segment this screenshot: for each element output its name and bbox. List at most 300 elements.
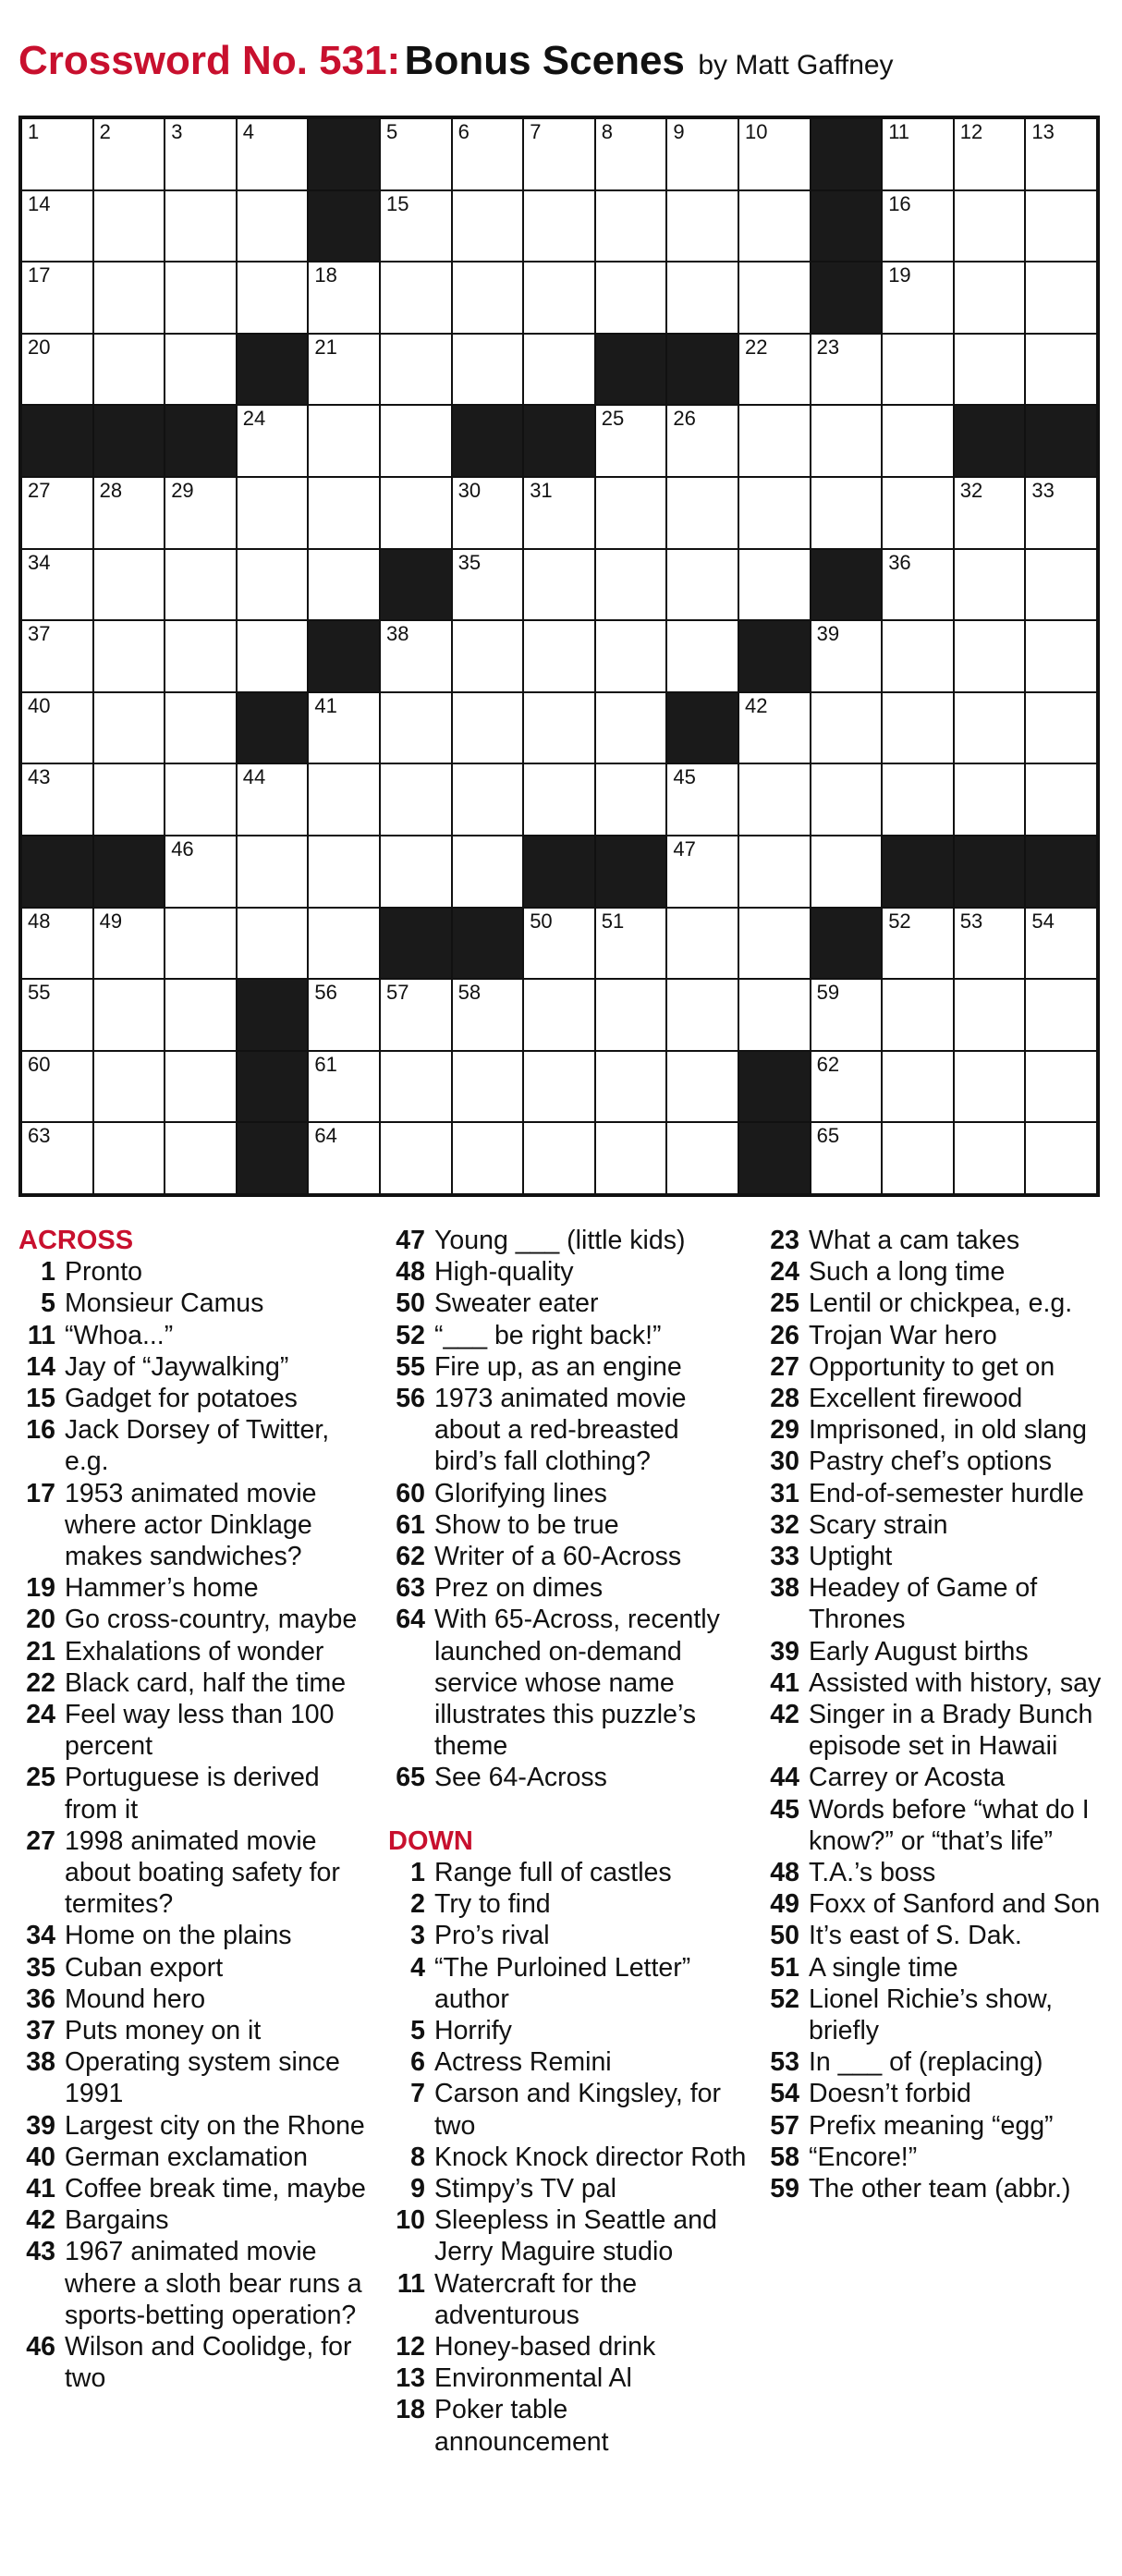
- grid-cell[interactable]: [381, 693, 451, 763]
- grid-cell[interactable]: [667, 478, 738, 548]
- down-clue[interactable]: [762, 2078, 1109, 2109]
- grid-cell[interactable]: [453, 1052, 523, 1122]
- down-clue[interactable]: [762, 1478, 1109, 1509]
- grid-cell[interactable]: [739, 335, 810, 405]
- grid-cell[interactable]: [955, 478, 1025, 548]
- across-clue[interactable]: [18, 2236, 379, 2331]
- grid-cell[interactable]: [667, 836, 738, 907]
- across-clue[interactable]: [18, 1699, 379, 1762]
- grid-cell[interactable]: [94, 478, 165, 548]
- grid-cell[interactable]: [165, 478, 236, 548]
- grid-cell[interactable]: [667, 406, 738, 476]
- down-clue[interactable]: [388, 2331, 749, 2362]
- grid-cell[interactable]: [667, 262, 738, 333]
- grid-cell[interactable]: [165, 909, 236, 979]
- clue-number: 50: [770, 1921, 799, 1951]
- grid-cell[interactable]: [165, 764, 236, 835]
- grid-cell[interactable]: [955, 335, 1025, 405]
- across-clue[interactable]: [388, 1604, 749, 1762]
- grid-cell[interactable]: [1026, 909, 1096, 979]
- grid-cell[interactable]: [453, 119, 523, 189]
- grid-cell[interactable]: [1026, 980, 1096, 1050]
- grid-cell[interactable]: [94, 1123, 165, 1193]
- clue-text: Fire up, as an engine: [434, 1351, 682, 1382]
- across-clue[interactable]: [388, 1509, 749, 1541]
- clue-text: Watercraft for the adventurous: [434, 2268, 638, 2330]
- down-clue[interactable]: [762, 2046, 1109, 2078]
- across-clue[interactable]: [388, 1572, 749, 1604]
- black-square: [22, 836, 92, 907]
- grid-cell[interactable]: [883, 909, 953, 979]
- grid-cell[interactable]: [811, 1123, 882, 1193]
- grid-cell[interactable]: [883, 119, 953, 189]
- across-clue[interactable]: [18, 1984, 379, 2015]
- clue-column-3: [762, 1225, 1109, 2204]
- grid-cell[interactable]: [883, 406, 953, 476]
- grid-cell[interactable]: [1026, 1123, 1096, 1193]
- grid-cell[interactable]: [1026, 550, 1096, 620]
- grid-cell[interactable]: [667, 980, 738, 1050]
- grid-cell[interactable]: [22, 764, 92, 835]
- cell-number: 3: [171, 120, 183, 143]
- grid-cell[interactable]: [94, 191, 165, 262]
- cell-number: 58: [457, 981, 482, 1005]
- black-square: [667, 335, 738, 405]
- black-square: [309, 119, 379, 189]
- down-clue[interactable]: [762, 1572, 1109, 1635]
- grid-cell[interactable]: [453, 693, 523, 763]
- grid-cell[interactable]: [883, 693, 953, 763]
- grid-cell[interactable]: [955, 909, 1025, 979]
- grid-cell[interactable]: [1026, 1052, 1096, 1122]
- grid-cell[interactable]: [1026, 764, 1096, 835]
- across-clue[interactable]: [18, 2173, 379, 2204]
- grid-cell[interactable]: [811, 1052, 882, 1122]
- across-clue[interactable]: [18, 2110, 379, 2142]
- clue-number: 25: [26, 1763, 55, 1793]
- grid-cell[interactable]: [739, 550, 810, 620]
- black-square: [524, 836, 594, 907]
- grid-cell[interactable]: [524, 909, 594, 979]
- down-clue[interactable]: [388, 1888, 749, 1920]
- down-clue[interactable]: [762, 1857, 1109, 1888]
- down-clue[interactable]: [388, 2268, 749, 2331]
- grid-cell[interactable]: [667, 191, 738, 262]
- grid-cell[interactable]: [453, 764, 523, 835]
- grid-cell[interactable]: [453, 478, 523, 548]
- grid-cell[interactable]: [165, 191, 236, 262]
- grid-cell[interactable]: [739, 764, 810, 835]
- across-clue[interactable]: [18, 1351, 379, 1383]
- down-clue[interactable]: [388, 2204, 749, 2267]
- grid-cell[interactable]: [955, 980, 1025, 1050]
- grid-cell[interactable]: [453, 980, 523, 1050]
- grid-cell[interactable]: [22, 478, 92, 548]
- grid-cell[interactable]: [22, 693, 92, 763]
- down-clue[interactable]: [762, 1888, 1109, 1920]
- grid-cell[interactable]: [1026, 478, 1096, 548]
- across-clue[interactable]: [18, 2142, 379, 2173]
- grid-cell[interactable]: [165, 693, 236, 763]
- across-clue[interactable]: [18, 1604, 379, 1635]
- grid-cell[interactable]: [309, 406, 379, 476]
- grid-cell[interactable]: [309, 693, 379, 763]
- grid-cell[interactable]: [811, 764, 882, 835]
- grid-cell[interactable]: [22, 335, 92, 405]
- across-clue[interactable]: [388, 1541, 749, 1572]
- grid-cell[interactable]: [883, 621, 953, 691]
- down-clue[interactable]: [388, 1952, 749, 2015]
- across-clue[interactable]: [18, 1920, 379, 1951]
- down-clue[interactable]: [762, 1667, 1109, 1699]
- grid-cell[interactable]: [596, 119, 666, 189]
- grid-cell[interactable]: [238, 191, 308, 262]
- black-square: [739, 621, 810, 691]
- clue-text: Stimpy’s TV pal: [434, 2174, 616, 2204]
- grid-cell[interactable]: [883, 191, 953, 262]
- down-clue[interactable]: [762, 1509, 1109, 1541]
- grid-cell[interactable]: [238, 262, 308, 333]
- grid-cell[interactable]: [667, 1052, 738, 1122]
- grid-cell[interactable]: [381, 119, 451, 189]
- grid-cell[interactable]: [1026, 621, 1096, 691]
- down-clue[interactable]: [762, 2110, 1109, 2142]
- grid-cell[interactable]: [667, 621, 738, 691]
- grid-cell[interactable]: [524, 119, 594, 189]
- black-square: [811, 550, 882, 620]
- grid-cell[interactable]: [238, 764, 308, 835]
- grid-cell[interactable]: [883, 764, 953, 835]
- down-clue[interactable]: [762, 1794, 1109, 1857]
- grid-cell[interactable]: [238, 119, 308, 189]
- grid-cell[interactable]: [739, 836, 810, 907]
- grid-cell[interactable]: [667, 1123, 738, 1193]
- clue-text: Scary strain: [809, 1509, 948, 1540]
- clue-text: Uptight: [809, 1542, 893, 1572]
- across-clue[interactable]: [388, 1383, 749, 1478]
- grid-cell[interactable]: [955, 693, 1025, 763]
- grid-cell[interactable]: [309, 836, 379, 907]
- grid-cell[interactable]: [381, 1123, 451, 1193]
- grid-cell[interactable]: [596, 1052, 666, 1122]
- grid-cell[interactable]: [1026, 119, 1096, 189]
- grid-cell[interactable]: [883, 980, 953, 1050]
- grid-cell[interactable]: [22, 119, 92, 189]
- grid-cell[interactable]: [165, 836, 236, 907]
- grid-cell[interactable]: [22, 262, 92, 333]
- grid-cell[interactable]: [94, 621, 165, 691]
- grid-cell[interactable]: [165, 1123, 236, 1193]
- grid-cell[interactable]: [94, 335, 165, 405]
- grid-cell[interactable]: [596, 1123, 666, 1193]
- clue-text: It’s east of S. Dak.: [809, 1921, 1022, 1951]
- cell-number: 62: [816, 1052, 840, 1076]
- grid-cell[interactable]: [955, 191, 1025, 262]
- grid-cell[interactable]: [309, 550, 379, 620]
- grid-cell[interactable]: [309, 980, 379, 1050]
- grid-cell[interactable]: [94, 1052, 165, 1122]
- down-clue[interactable]: [762, 1446, 1109, 1477]
- down-clue[interactable]: [762, 1320, 1109, 1351]
- grid-cell[interactable]: [811, 406, 882, 476]
- clue-number: 9: [410, 2174, 425, 2204]
- grid-cell[interactable]: [811, 478, 882, 548]
- across-clue[interactable]: [18, 1762, 379, 1825]
- down-clue[interactable]: [762, 1225, 1109, 1256]
- down-clue[interactable]: [762, 1920, 1109, 1951]
- grid-cell[interactable]: [596, 262, 666, 333]
- grid-cell[interactable]: [739, 119, 810, 189]
- down-clue[interactable]: [388, 2362, 749, 2394]
- down-clue[interactable]: [762, 1256, 1109, 1288]
- across-clue[interactable]: [18, 1383, 379, 1414]
- grid-cell[interactable]: [22, 1123, 92, 1193]
- grid-cell[interactable]: [596, 764, 666, 835]
- grid-cell[interactable]: [955, 1123, 1025, 1193]
- grid-cell[interactable]: [309, 335, 379, 405]
- down-clue[interactable]: [762, 1414, 1109, 1446]
- down-clue[interactable]: [762, 2142, 1109, 2173]
- grid-cell[interactable]: [94, 909, 165, 979]
- across-clue[interactable]: [18, 1667, 379, 1699]
- grid-cell[interactable]: [381, 262, 451, 333]
- down-clue[interactable]: [388, 2394, 749, 2457]
- grid-cell[interactable]: [165, 119, 236, 189]
- grid-cell[interactable]: [381, 406, 451, 476]
- grid-cell[interactable]: [955, 621, 1025, 691]
- grid-cell[interactable]: [739, 693, 810, 763]
- down-clue[interactable]: [762, 1984, 1109, 2046]
- grid-cell[interactable]: [238, 836, 308, 907]
- grid-cell[interactable]: [381, 621, 451, 691]
- grid-cell[interactable]: [238, 406, 308, 476]
- across-clue[interactable]: [18, 2046, 379, 2109]
- grid-cell[interactable]: [883, 550, 953, 620]
- grid-cell[interactable]: [381, 191, 451, 262]
- grid-cell[interactable]: [596, 478, 666, 548]
- grid-cell[interactable]: [165, 262, 236, 333]
- down-clue[interactable]: [388, 2142, 749, 2173]
- grid-cell[interactable]: [811, 621, 882, 691]
- grid-cell[interactable]: [94, 119, 165, 189]
- cell-number: 42: [744, 693, 768, 717]
- grid-cell[interactable]: [596, 550, 666, 620]
- grid-cell[interactable]: [524, 621, 594, 691]
- grid-cell[interactable]: [453, 262, 523, 333]
- grid-cell[interactable]: [811, 335, 882, 405]
- down-clue[interactable]: [388, 1920, 749, 1951]
- cell-number: 13: [1031, 120, 1055, 143]
- grid-cell[interactable]: [22, 191, 92, 262]
- grid-cell[interactable]: [309, 764, 379, 835]
- grid-cell[interactable]: [955, 1052, 1025, 1122]
- across-clue[interactable]: [18, 2204, 379, 2236]
- grid-cell[interactable]: [524, 693, 594, 763]
- grid-cell[interactable]: [524, 1123, 594, 1193]
- down-clue[interactable]: [388, 2173, 749, 2204]
- grid-cell[interactable]: [883, 262, 953, 333]
- grid-cell[interactable]: [309, 262, 379, 333]
- grid-cell[interactable]: [165, 980, 236, 1050]
- grid-cell[interactable]: [1026, 335, 1096, 405]
- grid-cell[interactable]: [22, 980, 92, 1050]
- grid-cell[interactable]: [22, 621, 92, 691]
- grid-cell[interactable]: [739, 478, 810, 548]
- across-clue[interactable]: [388, 1256, 749, 1288]
- grid-cell[interactable]: [667, 909, 738, 979]
- grid-cell[interactable]: [22, 909, 92, 979]
- across-clue[interactable]: [18, 1825, 379, 1921]
- across-clue[interactable]: [18, 2331, 379, 2394]
- grid-cell[interactable]: [453, 335, 523, 405]
- down-clue[interactable]: [388, 1857, 749, 1888]
- grid-cell[interactable]: [955, 764, 1025, 835]
- grid-cell[interactable]: [883, 1052, 953, 1122]
- cell-number: 64: [314, 1124, 337, 1148]
- across-clue[interactable]: [388, 1225, 749, 1256]
- down-clue[interactable]: [762, 1541, 1109, 1572]
- grid-cell[interactable]: [1026, 693, 1096, 763]
- grid-cell[interactable]: [667, 119, 738, 189]
- clue-text: 1973 animated movie about a red-breasted bird’s fall clothing?: [434, 1384, 687, 1477]
- grid-cell[interactable]: [524, 550, 594, 620]
- grid-cell[interactable]: [94, 980, 165, 1050]
- grid-cell[interactable]: [94, 693, 165, 763]
- grid-cell[interactable]: [22, 550, 92, 620]
- down-clue[interactable]: [762, 1762, 1109, 1793]
- grid-cell[interactable]: [165, 1052, 236, 1122]
- grid-cell[interactable]: [524, 1052, 594, 1122]
- grid-cell[interactable]: [596, 621, 666, 691]
- across-clue[interactable]: [18, 1478, 379, 1573]
- black-square: [381, 909, 451, 979]
- down-clue[interactable]: [762, 1699, 1109, 1762]
- grid-cell[interactable]: [739, 262, 810, 333]
- clue-text: T.A.’s boss: [809, 1858, 936, 1888]
- grid-cell[interactable]: [381, 980, 451, 1050]
- grid-cell[interactable]: [883, 335, 953, 405]
- clue-number: 6: [410, 2047, 425, 2078]
- grid-cell[interactable]: [596, 191, 666, 262]
- grid-cell[interactable]: [309, 909, 379, 979]
- across-clue[interactable]: [18, 1636, 379, 1667]
- grid-cell[interactable]: [955, 262, 1025, 333]
- grid-cell[interactable]: [94, 262, 165, 333]
- grid-cell[interactable]: [955, 119, 1025, 189]
- down-clue[interactable]: [762, 1383, 1109, 1414]
- grid-cell[interactable]: [883, 1123, 953, 1193]
- grid-cell[interactable]: [596, 406, 666, 476]
- grid-cell[interactable]: [165, 550, 236, 620]
- grid-cell[interactable]: [739, 406, 810, 476]
- across-clue[interactable]: [388, 1478, 749, 1509]
- down-clue[interactable]: [762, 2173, 1109, 2204]
- grid-cell[interactable]: [238, 621, 308, 691]
- grid-cell[interactable]: [165, 621, 236, 691]
- down-clue[interactable]: [388, 2015, 749, 2046]
- clue-number: 48: [770, 1858, 799, 1888]
- cell-number: 38: [385, 622, 409, 646]
- grid-cell[interactable]: [453, 1123, 523, 1193]
- clue-number: 14: [26, 1351, 55, 1382]
- grid-cell[interactable]: [739, 909, 810, 979]
- grid-cell[interactable]: [524, 335, 594, 405]
- grid-cell[interactable]: [596, 693, 666, 763]
- grid-cell[interactable]: [811, 693, 882, 763]
- across-clue[interactable]: [18, 1414, 379, 1477]
- grid-cell[interactable]: [381, 1052, 451, 1122]
- grid-cell[interactable]: [883, 478, 953, 548]
- grid-cell[interactable]: [524, 478, 594, 548]
- grid-cell[interactable]: [524, 191, 594, 262]
- down-clue[interactable]: [762, 1952, 1109, 1984]
- cell-number: 45: [673, 765, 696, 789]
- grid-cell[interactable]: [524, 262, 594, 333]
- down-clue[interactable]: [762, 1351, 1109, 1383]
- across-clue[interactable]: [388, 1288, 749, 1319]
- grid-cell[interactable]: [453, 621, 523, 691]
- across-clue[interactable]: [388, 1351, 749, 1383]
- grid-cell[interactable]: [453, 550, 523, 620]
- grid-cell[interactable]: [309, 1123, 379, 1193]
- grid-cell[interactable]: [22, 1052, 92, 1122]
- clue-number: 26: [770, 1320, 799, 1350]
- down-clue[interactable]: [388, 2078, 749, 2141]
- across-clue[interactable]: [18, 1572, 379, 1604]
- grid-cell[interactable]: [811, 980, 882, 1050]
- black-square: [667, 693, 738, 763]
- grid-cell[interactable]: [381, 478, 451, 548]
- grid-cell[interactable]: [596, 980, 666, 1050]
- down-clue[interactable]: [388, 2046, 749, 2078]
- grid-cell[interactable]: [955, 550, 1025, 620]
- grid-cell[interactable]: [1026, 191, 1096, 262]
- across-clue[interactable]: [388, 1320, 749, 1351]
- grid-cell[interactable]: [739, 191, 810, 262]
- grid-cell[interactable]: [381, 764, 451, 835]
- across-clue[interactable]: [18, 1288, 379, 1319]
- across-clue[interactable]: [18, 2015, 379, 2046]
- black-square: [94, 406, 165, 476]
- across-clue[interactable]: [18, 1952, 379, 1984]
- grid-cell[interactable]: [381, 836, 451, 907]
- grid-cell[interactable]: [309, 1052, 379, 1122]
- grid-cell[interactable]: [811, 836, 882, 907]
- grid-cell[interactable]: [165, 335, 236, 405]
- across-clue[interactable]: [388, 1762, 749, 1793]
- grid-cell[interactable]: [309, 478, 379, 548]
- down-clue[interactable]: [762, 1288, 1109, 1319]
- grid-cell[interactable]: [238, 909, 308, 979]
- grid-cell[interactable]: [524, 764, 594, 835]
- grid-cell[interactable]: [238, 550, 308, 620]
- grid-cell[interactable]: [667, 764, 738, 835]
- grid-cell[interactable]: [596, 909, 666, 979]
- grid-cell[interactable]: [1026, 262, 1096, 333]
- grid-cell[interactable]: [238, 478, 308, 548]
- grid-cell[interactable]: [94, 550, 165, 620]
- grid-cell[interactable]: [381, 335, 451, 405]
- grid-cell[interactable]: [453, 836, 523, 907]
- grid-cell[interactable]: [94, 764, 165, 835]
- grid-cell[interactable]: [739, 980, 810, 1050]
- across-clue[interactable]: [18, 1320, 379, 1351]
- grid-cell[interactable]: [453, 191, 523, 262]
- down-clue[interactable]: [762, 1636, 1109, 1667]
- grid-cell[interactable]: [667, 550, 738, 620]
- grid-cell[interactable]: [524, 980, 594, 1050]
- across-clue[interactable]: [18, 1256, 379, 1288]
